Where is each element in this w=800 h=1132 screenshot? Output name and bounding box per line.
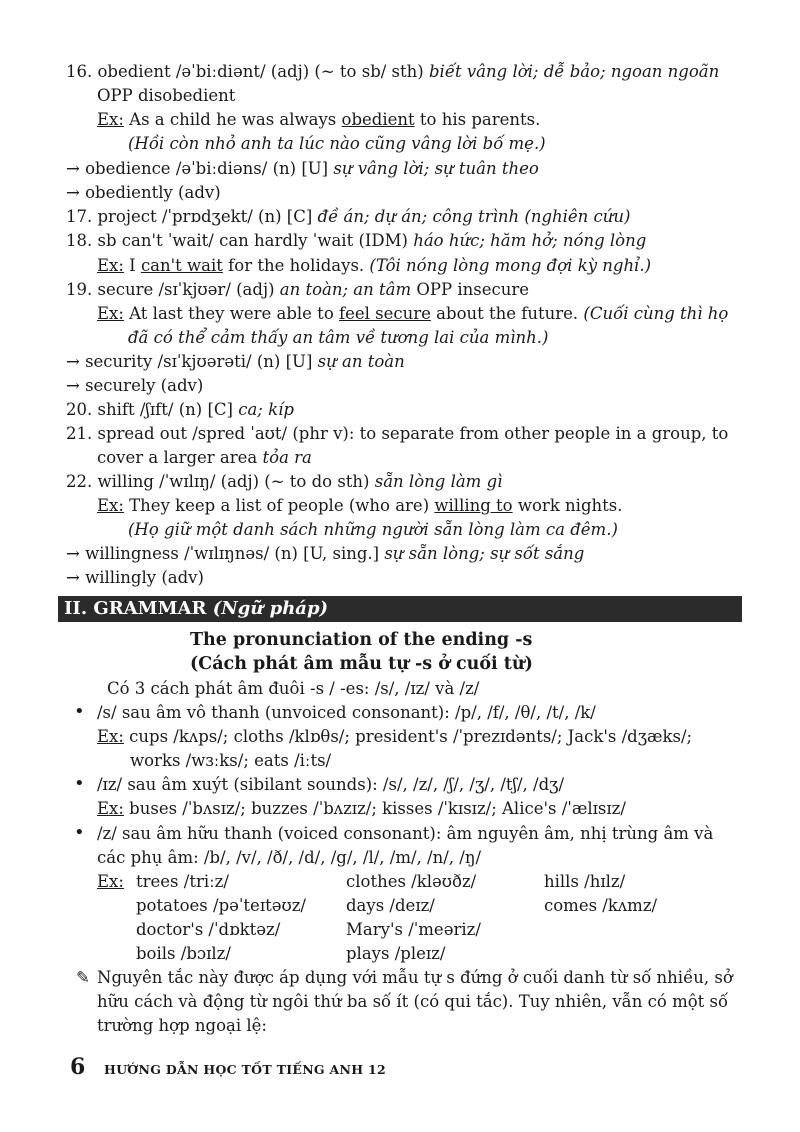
rule-z: /z/ sau âm hữu thanh (voiced consonant): âm nguyên âm, nhị trùng âm và [97,824,714,843]
example-cell: hills /hɪlz/ [544,872,626,891]
example-text: They keep a list of people (who are) [123,496,435,515]
example-translation: (Họ giữ một danh sách những người sẵn lòng làm ca đêm.) [128,520,618,539]
entry-translation: tỏa ra [262,448,312,467]
example-text: I [123,256,141,275]
example-underlined: obedient [341,110,415,129]
example-sentence [97,108,540,132]
example-text: work nights. [512,496,623,515]
derived-text: willingness /ˈwɪlɪŋnəs/ (n) [U, sing.] [85,544,380,563]
grammar-title: The pronunciation of the ending -s [190,630,533,650]
entry-translation: háo hức; hăm hở; nóng lòng [413,231,647,250]
derived-word [66,181,221,205]
entry-continuation [97,446,312,470]
example-cell: clothes /kləʊðz/ [346,872,477,891]
example-translation: đã có thể cảm thấy an tâm về tương lai của mình.) [128,328,549,347]
example-text: for the holidays. [222,256,370,275]
derived-text: security /sɪˈkjʊərəti/ (n) [U] [85,352,313,371]
example-cell: doctor's /ˈdɒktəz/ [136,920,281,939]
entry-text: 16. obedient /əˈbiːdiənt/ (adj) (~ to sb/ sth) [66,62,424,81]
arrow-icon: → [66,544,80,563]
example-sentence [97,254,651,278]
entry-text: 17. project /ˈprɒdʒekt/ (n) [C] [66,207,313,226]
entry-translation: ca; kíp [238,400,294,419]
example-cell: boils /bɔɪlz/ [136,944,231,963]
example-underlined: willing to [434,496,513,515]
vocab-entry-17 [66,205,630,229]
section-subtitle: (Ngữ pháp) [212,598,329,619]
entry-text: 19. secure /sɪˈkjʊər/ (adj) [66,280,275,299]
derived-text: securely (adv) [85,376,204,395]
example-label: Ex: [97,727,124,746]
note-text: trường hợp ngoại lệ: [97,1016,267,1035]
example-underlined: feel secure [339,304,431,323]
entry-opposite: OPP disobedient [97,86,236,105]
example-text: buses /ˈbʌsɪz/; buzzes /ˈbʌzɪz/; kisses /ˈkɪsɪz/; Alice's /ˈælɪsɪz/ [123,799,626,818]
example-cell: days /deɪz/ [346,896,435,915]
vocab-entry-21: 21. spread out /spred ˈaʊt/ (phr v): to separate from other people in a group, to [66,424,729,443]
derived-word [66,542,584,566]
example-label: Ex: [97,256,124,275]
example-sentence [97,797,626,821]
derived-word [66,350,405,374]
example-label: Ex: [97,110,124,129]
example-text: about the future. [430,304,584,323]
example-sentence [97,725,692,749]
example-text: At last they were able to [123,304,339,323]
example-text: to his parents. [414,110,541,129]
example-cell: potatoes /pəˈteɪtəʊz/ [136,896,306,915]
entry-translation: biết vâng lời; dễ bảo; ngoan ngoãn [428,62,720,81]
entry-text: cover a larger area [97,448,258,467]
example-cell: Mary's /ˈmeəriz/ [346,920,481,939]
example-text: cups /kʌps/; cloths /klɒθs/; president's /ˈprezɪdənts/; Jack's /dʒæks/; [123,727,693,746]
example-text: As a child he was always [123,110,342,129]
arrow-icon: → [66,376,80,395]
derived-word [66,157,539,181]
entry-translation: an toàn; an tâm [279,280,412,299]
rule-iz: /ɪz/ sau âm xuýt (sibilant sounds): /s/, /z/, /ʃ/, /ʒ/, /tʃ/, /dʒ/ [97,775,565,794]
page-number: 6 [70,1054,86,1080]
bullet-icon: • [74,773,85,794]
arrow-icon: → [66,183,80,202]
bullet-icon: • [74,822,85,843]
example-translation: (Cuối cùng thì họ [583,304,729,323]
grammar-intro: Có 3 cách phát âm đuôi -s / -es: /s/, /ɪz/ và /z/ [107,679,480,698]
example-sentence [97,302,728,326]
example-label: Ex: [97,304,124,323]
arrow-icon: → [66,568,80,587]
vocab-entry-16 [66,60,719,84]
vocab-entry-18 [66,229,646,253]
derived-text: willingly (adv) [85,568,204,587]
vocab-entry-22 [66,470,502,494]
entry-text: 22. willing /ˈwɪlɪŋ/ (adj) (~ to do sth) [66,472,370,491]
derived-text: obediently (adv) [85,183,221,202]
vocab-entry-19 [66,278,529,302]
derived-word [66,566,204,590]
note-text: Nguyên tắc này được áp dụng với mẫu tự s đứng ở cuối danh từ số nhiều, sở [97,968,733,987]
example-translation: (Tôi nóng lòng mong đợi kỳ nghỉ.) [369,256,652,275]
derived-text: obedience /əˈbiːdiəns/ (n) [U] [85,159,329,178]
arrow-icon: → [66,352,80,371]
note-text: hữu cách và động từ ngôi thứ ba số ít (có qui tắc). Tuy nhiên, vẫn có một số [97,992,729,1011]
example-cell: plays /pleɪz/ [346,944,446,963]
derived-translation: sự sẵn lòng; sự sốt sắng [384,544,585,563]
derived-translation: sự vâng lời; sự tuân theo [333,159,539,178]
derived-translation: sự an toàn [317,352,405,371]
entry-text: 18. sb can't ˈwait/ can hardly ˈwait (IDM) [66,231,408,250]
note-icon: ✎ [76,968,90,987]
example-text: works /wɜːks/; eats /iːts/ [130,751,332,770]
example-translation: (Hồi còn nhỏ anh ta lúc nào cũng vâng lời bố mẹ.) [128,134,546,153]
grammar-subtitle: (Cách phát âm mẫu tự -s ở cuối từ) [190,654,533,674]
arrow-icon: → [66,159,80,178]
rule-s: /s/ sau âm vô thanh (unvoiced consonant): /p/, /f/, /θ/, /t/, /k/ [97,703,596,722]
entry-opposite: OPP insecure [411,280,530,299]
vocab-entry-20 [66,398,294,422]
section-header-grammar [58,596,742,622]
rule-z-continuation: các phụ âm: /b/, /v/, /ð/, /d/, /g/, /l/, /m/, /n/, /ŋ/ [97,848,482,867]
example-cell: comes /kʌmz/ [544,896,658,915]
section-title: II. GRAMMAR [64,598,213,619]
example-cell: trees /triːz/ [136,872,229,891]
example-sentence [97,494,623,518]
example-label: Ex: [97,799,124,818]
book-title: HƯỚNG DẪN HỌC TỐT TIẾNG ANH 12 [104,1062,387,1077]
entry-translation: sẵn lòng làm gì [374,472,503,491]
example-label: Ex: [97,496,124,515]
example-underlined: can't wait [140,256,223,275]
example-label: Ex: [97,872,124,891]
bullet-icon: • [74,701,85,722]
derived-word [66,374,203,398]
entry-text: 20. shift /ʃɪft/ (n) [C] [66,400,233,419]
entry-translation: đề án; dự án; công trình (nghiên cứu) [317,207,631,226]
